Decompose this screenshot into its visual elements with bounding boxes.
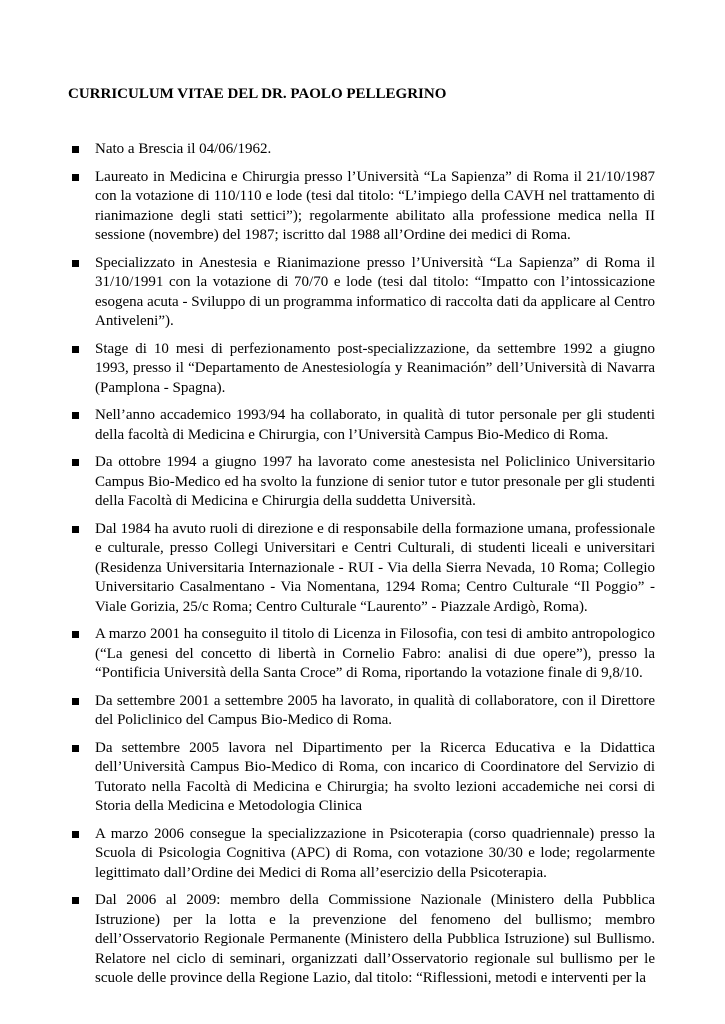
cv-item-direction (0, 520, 725, 618)
cv-item-text: Nato a Brescia il 04/06/1962. (95, 141, 272, 157)
cv-item-psychotherapy (0, 825, 725, 884)
cv-item-specialization (0, 254, 725, 332)
square-bullet-icon (72, 146, 79, 153)
square-bullet-icon (72, 459, 79, 466)
cv-item-text: Da ottobre 1994 a giugno 1997 ha lavorato come anestesista nel Policlinico Universitario Campus Bio-Medico ed ha svolto la funzione di senior tutor e tutor presonale per gli studenti della Facoltà di Medicina e Chirurgia della suddetta Università. (95, 454, 655, 509)
cv-list (0, 140, 725, 997)
square-bullet-icon (72, 897, 79, 904)
document-title: CURRICULUM VITAE DEL DR. PAOLO PELLEGRINO (68, 86, 447, 102)
cv-item-text: Dal 2006 al 2009: membro della Commissione Nazionale (Ministero della Pubblica Istruzione) per la lotta e la prevenzione del fenomeno del bullismo; membro dell’Osservatorio Regionale Permanente (Ministero della Pubblica Istruzione) sul Bullismo. Relatore nel ciclo di seminari, organizzati dall’Osservatorio regionale sul bullismo per le scuole delle province della Regione Lazio, dal titolo: “Riflessioni, metodi e interventi per la (95, 892, 655, 986)
cv-item-text: Dal 1984 ha avuto ruoli di direzione e di responsabile della formazione umana, professionale e culturale, presso Collegi Universitari e Centri Culturali, di studenti liceali e universitari (Residenza Universitaria Internazionale - RUI - Via della Sierra Nevada, 10 Roma; Collegio Universitario Casalmentano - Via Nomentana, 1294 Roma; Centro Culturale “Il Poggio” - Viale Gorizia, 25/c Roma; Centro Culturale “Laurento” - Piazzale Ardigò, Roma). (95, 520, 655, 615)
cv-item-degree (0, 168, 725, 246)
cv-item-department (0, 739, 725, 817)
square-bullet-icon (72, 745, 79, 752)
cv-item-text: Da settembre 2001 a settembre 2005 ha lavorato, in qualità di collaboratore, con il Direttore del Policlinico del Campus Bio-Medico di Roma. (95, 692, 655, 728)
cv-item-text: Stage di 10 mesi di perfezionamento post-specializzazione, da settembre 1992 a giugno 1993, presso il “Departamento de Anestesiología y Reanimación” dell’Università di Navarra (Pamplona - Spagna). (95, 340, 655, 396)
cv-item-text: Specializzato in Anestesia e Rianimazione presso l’Università “La Sapienza” di Roma il 31/10/1991 con la votazione di 70/70 e lode (tesi dal titolo: “Impatto con l’intossicazione esogena acuta - Sviluppo di un programma informatico di raccolta dati da applicare al Centro Antiveleni”). (95, 254, 655, 329)
cv-item-collaborator (0, 692, 725, 731)
square-bullet-icon (72, 631, 79, 638)
square-bullet-icon (72, 346, 79, 353)
square-bullet-icon (72, 260, 79, 267)
cv-item-philosophy (0, 625, 725, 684)
cv-item-stage (0, 340, 725, 399)
square-bullet-icon (72, 698, 79, 705)
cv-item-text: A marzo 2006 consegue la specializzazione in Psicoterapia (corso quadriennale) presso la Scuola di Psicologia Cognitiva (APC) di Roma, con votazione 30/30 e lode; regolarmente legittimato dall’Ordine dei Medici di Roma all’esercizio della Psicoterapia. (95, 825, 655, 881)
cv-item-text: A marzo 2001 ha conseguito il titolo di Licenza in Filosofia, con tesi di ambito antropologico (“La genesi del concetto di libertà in Cornelio Fabro: analisi di due opere”), presso la “Pontificia Università della Santa Croce” di Roma, riportando la votazione finale di 9,8/10. (95, 626, 655, 681)
square-bullet-icon (72, 526, 79, 533)
square-bullet-icon (72, 174, 79, 181)
square-bullet-icon (72, 412, 79, 419)
cv-item-commission (0, 891, 725, 989)
cv-item-text: Laureato in Medicina e Chirurgia presso l’Università “La Sapienza” di Roma il 21/10/1987 con la votazione di 110/110 e lode (tesi dal titolo: “L’impiego della CAVH nel trattamento di rianimazione degli stati settici”); regolarmente abilitato alla professione medica nella II sessione (novembre) del 1987; iscritto dal 1988 all’Ordine dei medici di Roma. (95, 168, 655, 243)
cv-item-anesthesist (0, 453, 725, 512)
cv-item-text: Nell’anno accademico 1993/94 ha collaborato, in qualità di tutor personale per gli studenti della facoltà di Medicina e Chirurgia, con l’Università Campus Bio-Medico di Roma. (95, 407, 655, 443)
cv-item-tutor (0, 406, 725, 445)
cv-item-birth (0, 140, 725, 160)
cv-item-text: Da settembre 2005 lavora nel Dipartimento per la Ricerca Educativa e la Didattica dell’Università Campus Bio-Medico di Roma, con incarico di Coordinatore del Servizio di Tutorato nella Facoltà di Medicina e Chirurgia; ha svolto lezioni accademiche nei corsi di Storia della Medicina e Metodologia Clinica (95, 739, 655, 814)
square-bullet-icon (72, 831, 79, 838)
